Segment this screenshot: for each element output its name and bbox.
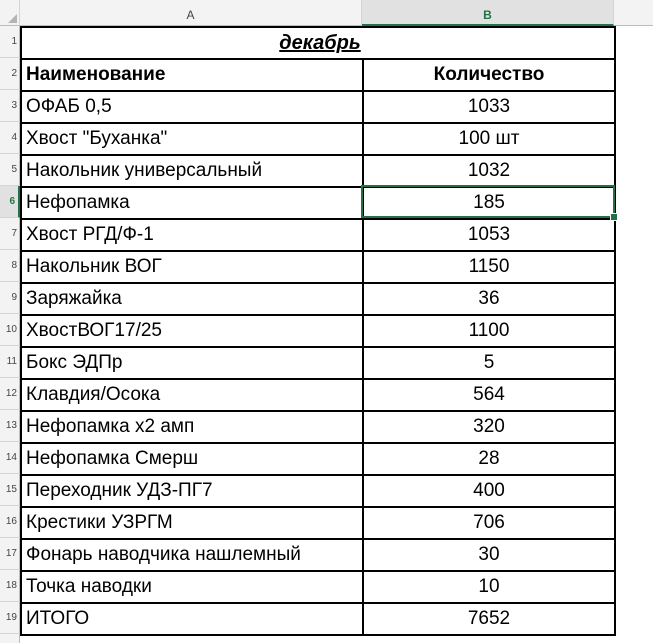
row-headers (0, 26, 20, 643)
row-header[interactable]: 10 (0, 314, 20, 346)
name-cell[interactable]: Хвост РГД/Ф-1 (21, 219, 363, 251)
qty-cell[interactable]: 5 (363, 347, 615, 379)
table-row (21, 123, 615, 155)
table-row (21, 379, 615, 411)
qty-cell[interactable]: 10 (363, 571, 615, 603)
name-cell[interactable]: ОФАБ 0,5 (21, 91, 363, 123)
table-row (21, 411, 615, 443)
row-header[interactable]: 8 (0, 250, 20, 282)
data-table (20, 26, 616, 636)
table-row (21, 315, 615, 347)
name-cell[interactable]: Клавдия/Осока (21, 379, 363, 411)
row-header[interactable]: 6 (0, 186, 20, 218)
header-qty-cell[interactable]: Количество (363, 59, 615, 91)
select-all-corner[interactable] (0, 0, 20, 26)
column-header-c[interactable] (614, 0, 653, 26)
qty-cell[interactable]: 100 шт (363, 123, 615, 155)
name-cell[interactable]: Накольник ВОГ (21, 251, 363, 283)
qty-cell[interactable]: 185 (363, 187, 615, 219)
table-row (21, 571, 615, 603)
name-cell[interactable]: Хвост "Буханка" (21, 123, 363, 155)
qty-cell[interactable]: 1053 (363, 219, 615, 251)
name-cell[interactable]: Нефопамка х2 амп (21, 411, 363, 443)
qty-cell[interactable]: 7652 (363, 603, 615, 635)
name-cell[interactable]: Точка наводки (21, 571, 363, 603)
table-row (21, 155, 615, 187)
table-row (21, 507, 615, 539)
qty-cell[interactable]: 30 (363, 539, 615, 571)
table-row (21, 187, 615, 219)
name-cell[interactable]: Переходник УДЗ-ПГ7 (21, 475, 363, 507)
row-header[interactable]: 19 (0, 602, 20, 634)
name-cell[interactable]: Нефопамка (21, 187, 363, 219)
cell-grid[interactable] (20, 26, 653, 643)
row-header[interactable]: 13 (0, 410, 20, 442)
row-header[interactable]: 4 (0, 122, 20, 154)
qty-cell[interactable]: 400 (363, 475, 615, 507)
qty-cell[interactable]: 36 (363, 283, 615, 315)
table-row (21, 539, 615, 571)
qty-cell[interactable]: 1100 (363, 315, 615, 347)
fill-handle[interactable] (610, 213, 618, 221)
row-header[interactable]: 12 (0, 378, 20, 410)
header-name-cell[interactable]: Наименование (21, 59, 363, 91)
name-cell[interactable]: Бокс ЭДПр (21, 347, 363, 379)
header-row (21, 59, 615, 91)
row-header[interactable]: 9 (0, 282, 20, 314)
name-cell[interactable]: Накольник универсальный (21, 155, 363, 187)
qty-cell[interactable]: 28 (363, 443, 615, 475)
table-row (21, 91, 615, 123)
name-cell[interactable]: ХвостВОГ17/25 (21, 315, 363, 347)
row-header[interactable]: 1 (0, 26, 20, 58)
qty-cell[interactable]: 1032 (363, 155, 615, 187)
row-header[interactable]: 15 (0, 474, 20, 506)
row-header[interactable]: 17 (0, 538, 20, 570)
row-header[interactable]: 18 (0, 570, 20, 602)
name-cell[interactable]: Крестики УЗРГМ (21, 507, 363, 539)
name-cell[interactable]: Заряжайка (21, 283, 363, 315)
table-row (21, 347, 615, 379)
name-cell[interactable]: Фонарь наводчика нашлемный (21, 539, 363, 571)
qty-cell[interactable]: 706 (363, 507, 615, 539)
row-header[interactable]: 2 (0, 58, 20, 90)
qty-cell[interactable]: 320 (363, 411, 615, 443)
qty-cell[interactable]: 564 (363, 379, 615, 411)
qty-cell[interactable]: 1150 (363, 251, 615, 283)
column-header-b[interactable]: B (362, 0, 614, 26)
row-header[interactable]: 5 (0, 154, 20, 186)
row-header[interactable]: 16 (0, 506, 20, 538)
row-header[interactable]: 11 (0, 346, 20, 378)
name-cell[interactable]: ИТОГО (21, 603, 363, 635)
name-cell[interactable]: Нефопамка Смерш (21, 443, 363, 475)
table-row (21, 443, 615, 475)
select-all-triangle-icon (8, 14, 17, 23)
row-header[interactable]: 14 (0, 442, 20, 474)
row-header[interactable]: 3 (0, 90, 20, 122)
table-row (21, 219, 615, 251)
table-row (21, 603, 615, 635)
column-header-a[interactable]: A (20, 0, 362, 26)
title-row (21, 27, 615, 59)
row-header[interactable]: 7 (0, 218, 20, 250)
title-cell[interactable]: декабрь (21, 27, 615, 59)
qty-cell[interactable]: 1033 (363, 91, 615, 123)
table-row (21, 475, 615, 507)
table-row (21, 283, 615, 315)
table-row (21, 251, 615, 283)
